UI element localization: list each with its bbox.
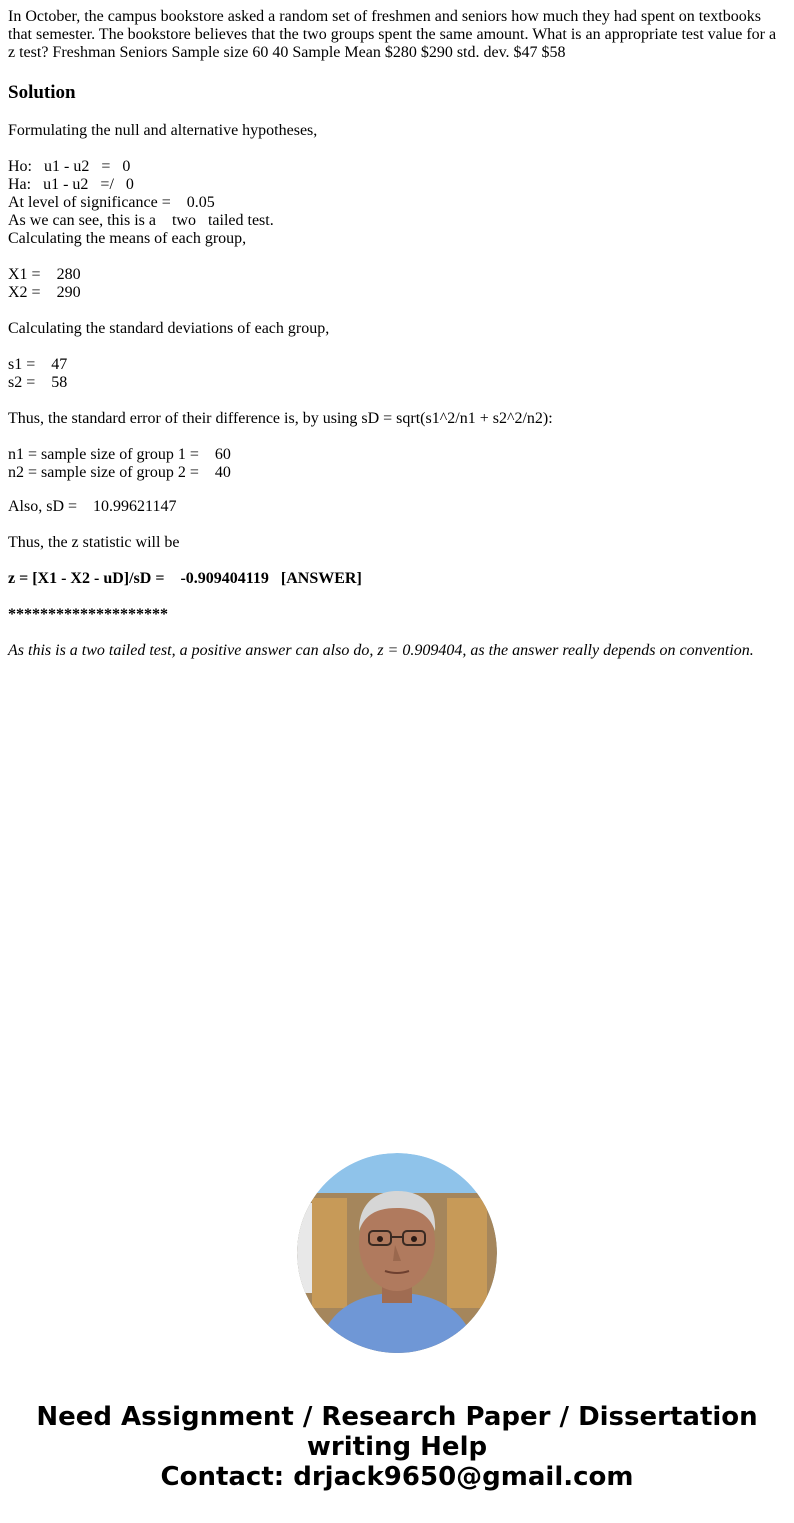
standard-error-value: Also, sD = 10.99621147 [8, 498, 177, 515]
footer-line-1: Need Assignment / Research Paper / Dissertation [36, 1402, 758, 1432]
avatar-photo [297, 1153, 497, 1353]
footer-line-2: writing Help [306, 1432, 488, 1462]
null-hypothesis: Ho: u1 - u2 = 0 [8, 158, 131, 175]
stddev-group-2: s2 = 58 [8, 374, 68, 391]
convention-note: As this is a two tailed test, a positive answer can also do, z = 0.909404, as the answer really depends on convention. [8, 642, 754, 659]
stddev-intro: Calculating the standard deviations of each group, [8, 320, 330, 337]
means-intro: Calculating the means of each group, [8, 230, 247, 247]
sample-size-group-1: n1 = sample size of group 1 = 60 [8, 446, 231, 463]
z-statistic-intro: Thus, the z statistic will be [8, 534, 180, 551]
standard-error-intro: Thus, the standard error of their difference is, by using sD = sqrt(s1^2/n1 + s2^2/n2): [8, 410, 553, 427]
tail-type: As we can see, this is a two tailed test. [8, 212, 274, 229]
mean-group-2: X2 = 290 [8, 284, 81, 301]
solution-heading: Solution [8, 82, 76, 103]
mean-group-1: X1 = 280 [8, 266, 81, 283]
hypotheses-intro: Formulating the null and alternative hypotheses, [8, 122, 318, 139]
alternative-hypothesis: Ha: u1 - u2 =/ 0 [8, 176, 134, 193]
divider-stars: ******************** [8, 606, 168, 623]
footer-contact: Contact: drjack9650@gmail.com [160, 1462, 634, 1492]
question-text: In October, the campus bookstore asked a random set of freshmen and seniors how much they had spent on textbooks that semester. The bookstore believes that the two groups spent the same amount. What is an appropriate test value for a z test? Freshman Seniors Sample size 60 40 Sample Mean $280 $290 std. dev. $47 $58 [8, 8, 777, 61]
sample-size-group-2: n2 = sample size of group 2 = 40 [8, 464, 231, 481]
avatar [297, 1153, 497, 1353]
z-statistic-result: z = [X1 - X2 - uD]/sD = -0.909404119 [ANSWER] [8, 570, 362, 587]
document-body [8, 8, 786, 660]
footer-banner [0, 1402, 794, 1492]
stddev-group-1: s1 = 47 [8, 356, 68, 373]
significance-level: At level of significance = 0.05 [8, 194, 215, 211]
